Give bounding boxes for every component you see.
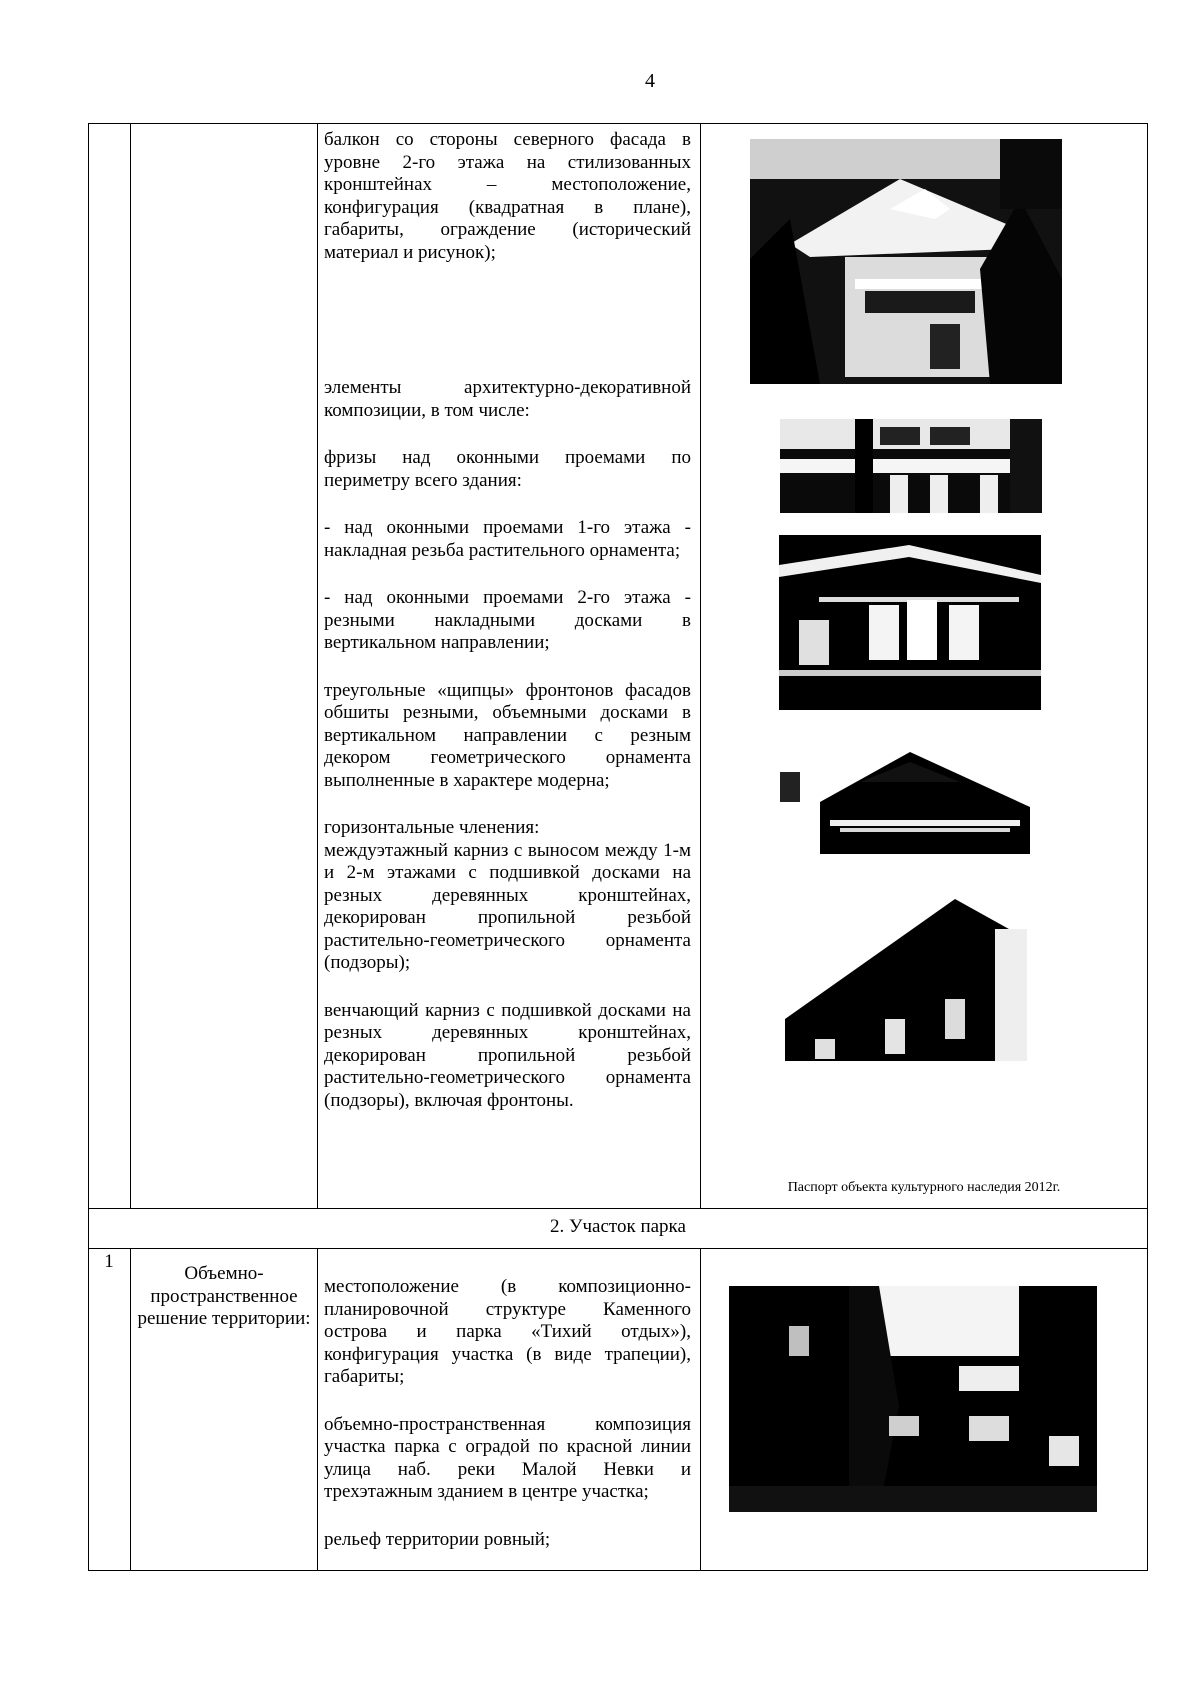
frieze-floor2-text: - над оконными проемами 2-го этажа - резными накладными досками в вертикальном направлении; <box>324 587 691 653</box>
row-name: Объемно-пространственное решение территории: <box>137 1263 311 1329</box>
crowning-cornice-text: венчающий карниз с подшивкой досками на резных деревянных кронштейнах, декорирован пропильной резьбой растительно-геометрического орнамента (подзоры), включая фронтоны. <box>324 999 691 1111</box>
continued-row-description <box>324 129 691 1112</box>
page-number: 4 <box>645 70 655 92</box>
interfloor-cornice-text: междуэтажный карниз с выносом между 1-м и 2-м этажами с подшивкой досками на резных деревянных кронштейнах, декорирован пропильной резьбой растительно-геометрического орнамента (подзоры); <box>324 839 691 973</box>
photo-park-site <box>729 1286 1097 1512</box>
horizontal-divisions-text: горизонтальные членения: <box>324 817 540 838</box>
photo-window-frieze <box>780 419 1042 513</box>
composition-text: объемно-пространственная композиция участка парка с оградой по красной линии улица наб. реки Малой Невки и трехэтажным зданием в центре участка; <box>324 1413 691 1502</box>
section-title: 2. Участок парка <box>550 1216 686 1237</box>
row-1-description <box>324 1276 691 1551</box>
row-number: 1 <box>104 1251 114 1272</box>
location-text: местоположение (в композиционно-планировочной структуре Каменного острова и парка «Тихий отдых»), конфигурация участка (в виде трапеции), габариты; <box>324 1276 691 1387</box>
balcony-text: балкон со стороны северного фасада в уровне 2-го этажа на стилизованных кронштейнах – местоположение, конфигурация (квадратная в плане), габариты, ограждение (исторический материал и рисунок); <box>324 129 691 263</box>
photo-caption: Паспорт объекта культурного наследия 2012г. <box>787 1180 1061 1195</box>
photo-cornice <box>785 879 1027 1061</box>
heritage-table <box>88 123 1148 1571</box>
photo-house-balcony <box>750 139 1062 384</box>
frieze-text: фризы над оконными проемами по периметру всего здания: <box>324 447 691 491</box>
photo-gable-roof <box>780 732 1044 854</box>
decor-elements-text: элементы архитектурно-декоративной композиции, в том числе: <box>324 377 691 421</box>
frieze-floor1-text: - над оконными проемами 1-го этажа - накладная резьба растительного орнамента; <box>324 517 691 561</box>
gable-text: треугольные «щипцы» фронтонов фасадов обшиты резными, объемными досками в вертикальном направлении с резным декором геометрического орнамента выполненные в характере модерна; <box>324 679 691 791</box>
photo-gable-front <box>779 535 1041 710</box>
relief-text: рельеф территории ровный; <box>324 1528 551 1550</box>
